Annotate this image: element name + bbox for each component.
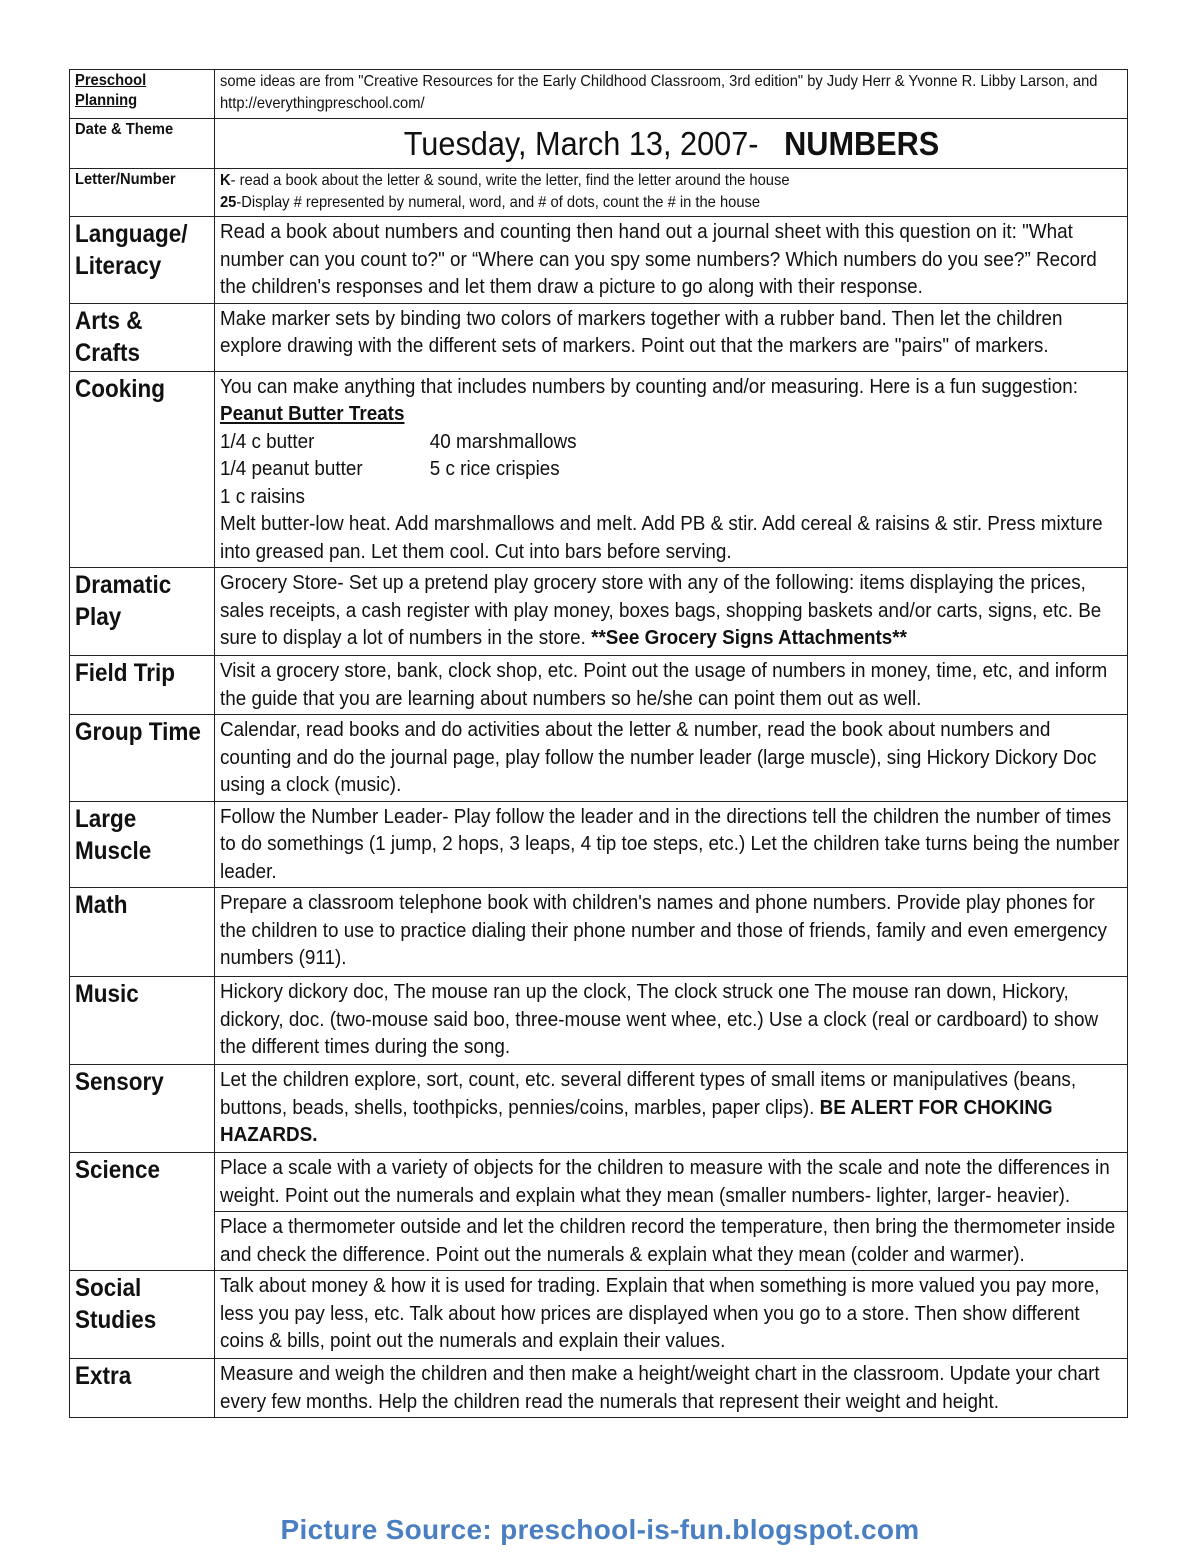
arts-content-cell — [215, 303, 1128, 371]
music-content-cell — [215, 977, 1128, 1065]
language-label-line2: Literacy — [75, 252, 162, 280]
arts-label-line1: Arts & — [75, 306, 143, 335]
ingredient-row — [220, 483, 1121, 511]
sensory-text: Let the children explore, sort, count, etc. several different types of small items or manipulatives (beans, buttons, beads, shells, toothpicks, pennies/coins, marbles, paper clips). — [220, 1068, 1077, 1119]
arts-row — [70, 303, 1128, 371]
date-theme-row — [70, 119, 1128, 169]
group-time-row — [70, 715, 1128, 802]
social-studies-row — [70, 1271, 1128, 1359]
arts-text: Make marker sets by binding two colors of markers together with a rubber band. Then let the children explore drawing with the different sets of markers. Point out that the markers are "pairs" of markers. — [220, 306, 1063, 357]
ingredient: 5 c rice crispies — [429, 457, 560, 480]
picture-source-caption: Picture Source: preschool-is-fun.blogspot.com — [280, 1514, 920, 1545]
arts-label-cell — [70, 303, 215, 371]
recipe-title: Peanut Butter Treats — [220, 402, 405, 425]
header-row — [70, 70, 1128, 119]
sensory-bold-text: BE ALERT FOR CHOKING HAZARDS. — [220, 1095, 1053, 1146]
science-label: Science — [75, 1156, 161, 1184]
field-trip-content-cell — [215, 656, 1128, 715]
planning-table — [69, 69, 1128, 1418]
cooking-content — [220, 373, 1121, 566]
cooking-directions: Melt butter-low heat. Add marshmallows and melt. Add PB & stir. Add cereal & raisins & stir. Press mixture into greased pan. Let them cool. Cut into bars before serving. — [220, 512, 1103, 563]
dramatic-label-line2: Play — [75, 603, 122, 631]
social-studies-label-cell — [70, 1271, 215, 1359]
group-time-label: Group Time — [75, 718, 201, 746]
music-label: Music — [75, 980, 139, 1008]
dramatic-label-cell — [70, 568, 215, 656]
science-text-2: Place a thermometer outside and let the children record the temperature, then bring the thermometer inside and check the difference. Point out the numerals & explain what they mean (colder and warmer). — [220, 1215, 1116, 1266]
number-key: 25 — [220, 194, 237, 211]
large-muscle-label-line1: Large — [75, 804, 137, 833]
arts-label-line2: Crafts — [75, 338, 141, 367]
header-source-cell — [215, 70, 1128, 119]
science-row-2 — [70, 1212, 1128, 1271]
group-time-label-cell — [70, 715, 215, 802]
letter-number-content-cell — [215, 169, 1128, 217]
math-content-cell — [215, 888, 1128, 977]
dramatic-content-cell — [215, 568, 1128, 656]
field-trip-row — [70, 656, 1128, 715]
science-content-cell-1 — [215, 1153, 1128, 1212]
sensory-content — [220, 1066, 1121, 1149]
dramatic-row — [70, 568, 1128, 656]
ingredient: 40 marshmallows — [429, 429, 577, 453]
date-theme-label: Date & Theme — [75, 121, 174, 138]
music-text: Hickory dickory doc, The mouse ran up the clock, The clock struck one The mouse ran down, Hickory, dickory, doc. (two-mouse said boo, three-mouse went whee, etc.) Use a clock (real or cardboard) to show the different times during the song. — [220, 980, 1099, 1058]
large-muscle-label-cell — [70, 801, 215, 888]
social-studies-label-line1: Social — [75, 1274, 142, 1302]
letter-key: K — [220, 172, 231, 189]
date-theme-value-cell — [215, 119, 1128, 169]
language-label-cell — [70, 217, 215, 304]
cooking-label: Cooking — [75, 374, 165, 403]
number-line — [220, 192, 1117, 214]
music-label-cell — [70, 977, 215, 1065]
field-trip-text: Visit a grocery store, bank, clock shop, etc. Point out the usage of numbers in money, time, etc, and inform the guide that you are learning about numbers so he/she can point them out as well. — [220, 659, 1108, 710]
math-row — [70, 888, 1128, 977]
sensory-label: Sensory — [75, 1068, 164, 1096]
group-time-text: Calendar, read books and do activities about the letter & number, read the book about numbers and counting and do the journal page, play follow the number leader (large muscle), sing Hickory Dickory Doc using a clock (music). — [220, 718, 1097, 796]
sensory-content-cell — [215, 1065, 1128, 1153]
field-trip-label-cell — [70, 656, 215, 715]
extra-label: Extra — [75, 1362, 132, 1390]
header-label-cell — [70, 70, 215, 119]
science-label-cell — [70, 1153, 215, 1271]
date-theme-label-cell — [70, 119, 215, 169]
sensory-label-cell — [70, 1065, 215, 1153]
cooking-label-cell — [70, 371, 215, 568]
date-text: Tuesday, March 13, 2007- — [403, 125, 759, 162]
cooking-intro: You can make anything that includes numbers by counting and/or measuring. Here is a fun suggestion: — [220, 374, 1078, 398]
letter-number-label-cell — [70, 169, 215, 217]
large-muscle-row — [70, 801, 1128, 888]
social-studies-content-cell — [215, 1271, 1128, 1359]
language-content-cell — [215, 217, 1128, 304]
date-theme-heading — [252, 120, 1092, 166]
header-label-line1: Preschool — [75, 72, 147, 89]
cooking-row — [70, 371, 1128, 568]
number-text: -Display # represented by numeral, word, and # of dots, count the # in the house — [236, 194, 761, 211]
language-row — [70, 217, 1128, 304]
language-label-line1: Language/ — [75, 220, 188, 248]
large-muscle-label-line2: Muscle — [75, 836, 152, 865]
social-studies-text: Talk about money & how it is used for trading. Explain that when something is more valued you pay more, less you pay less, etc. Talk about how prices are displayed when you go to a store. Then show different coins & bills, point out the numerals and explain their values. — [220, 1274, 1100, 1352]
language-text: Read a book about numbers and counting then hand out a journal sheet with this question on it: "What number can you count to?" or “Where can you spy some numbers? Which numbers do you see?” Record the children's responses and let them draw a picture to go along with their response. — [220, 220, 1097, 298]
theme-text: NUMBERS — [784, 125, 940, 162]
header-source-text: some ideas are from "Creative Resources for the Early Childhood Classroom, 3rd edition" by Judy Herr & Yvonne R. Libby Larson, and http://everythingpreschool.com/ — [220, 73, 1098, 112]
ingredient-row — [220, 428, 1121, 456]
ingredient: 1/4 peanut butter — [220, 457, 363, 480]
dramatic-content — [220, 569, 1121, 652]
large-muscle-content-cell — [215, 801, 1128, 888]
ingredient-row — [220, 455, 1121, 483]
letter-number-row — [70, 169, 1128, 217]
science-text-1: Place a scale with a variety of objects for the children to measure with the scale and note the differences in weight. Point out the numerals and explain what they mean (smaller numbers- lighter, larger- heavier). — [220, 1156, 1110, 1207]
extra-text: Measure and weigh the children and then make a height/weight chart in the classroom. Update your chart every few months. Help the children read the numerals that represent their weight and height. — [220, 1362, 1100, 1413]
large-muscle-text: Follow the Number Leader- Play follow the leader and in the directions tell the children the number of times to do somethings (1 jump, 2 hops, 3 leaps, 4 tip toe steps, etc.) Let the children take turns being the number leader. — [220, 804, 1120, 883]
math-text: Prepare a classroom telephone book with children's names and phone numbers. Provide play phones for the children to use to practice dialing their phone number and those of friends, family and even emergency numbers (911). — [220, 891, 1107, 969]
sensory-row — [70, 1065, 1128, 1153]
dramatic-bold-text: **See Grocery Signs Attachments** — [591, 626, 907, 649]
math-label-cell — [70, 888, 215, 977]
field-trip-label: Field Trip — [75, 659, 176, 687]
ingredient: 1 c raisins — [220, 484, 305, 508]
ingredient: 1/4 c butter — [220, 429, 315, 453]
dramatic-text: Grocery Store- Set up a pretend play grocery store with any of the following: items displaying the prices, sales receipts, a cash register with play money, boxes bags, shopping baskets and/or carts, signs, etc. Be sure to display a lot of numbers in the store. — [220, 571, 1102, 649]
music-row — [70, 977, 1128, 1065]
extra-row — [70, 1359, 1128, 1418]
cooking-content-cell — [215, 371, 1128, 568]
extra-content-cell — [215, 1359, 1128, 1418]
math-label: Math — [75, 891, 128, 919]
dramatic-label-line1: Dramatic — [75, 571, 172, 599]
letter-number-label: Letter/Number — [75, 171, 176, 188]
social-studies-label-line2: Studies — [75, 1306, 157, 1334]
science-content-cell-2 — [215, 1212, 1128, 1271]
letter-text: - read a book about the letter & sound, write the letter, find the letter around the house — [230, 172, 790, 189]
letter-line — [220, 170, 1117, 192]
group-time-content-cell — [215, 715, 1128, 802]
extra-label-cell — [70, 1359, 215, 1418]
header-label-line2: Planning — [75, 92, 138, 109]
science-row-1 — [70, 1153, 1128, 1212]
